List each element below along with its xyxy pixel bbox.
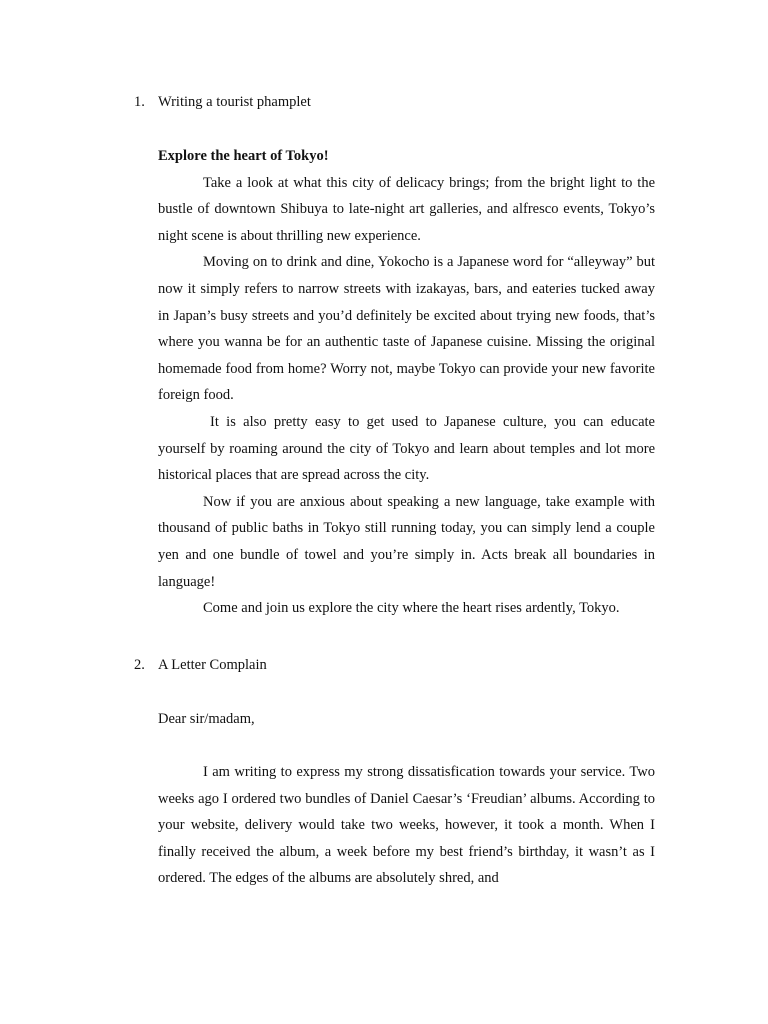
letter-salutation-block <box>158 706 655 733</box>
pamphlet-body <box>158 143 655 622</box>
section-1-heading <box>134 93 311 111</box>
letter-body <box>158 759 655 892</box>
pamphlet-paragraph-4: Now if you are anxious about speaking a new language, take example with thousand of public baths in Tokyo still running today, you can simply lend a couple yen and one bundle of towel and you’re simply in. Acts break all boundaries in language! <box>158 493 655 590</box>
letter-paragraph-1: I am writing to express my strong dissatisfication towards your service. Two weeks ago I ordered two bundles of Daniel Caesar’s ‘Freudian’ albums. According to your website, delivery would take two weeks, however, it took a month. When I finally received the album, a week before my best friend’s birthday, it wasn’t as I ordered. The edges of the albums are absolutely shred, and <box>158 764 655 887</box>
section-1-heading-text: Writing a tourist phamplet <box>158 94 311 110</box>
pamphlet-paragraph-3: It is also pretty easy to get used to Japanese culture, you can educate yourself by roaming around the city of Tokyo and learn about temples and lot more historical places that are spread across the city. <box>158 413 655 484</box>
section-2-heading <box>134 656 267 674</box>
section-2-number: 2. <box>134 657 145 673</box>
pamphlet-paragraph-1: Take a look at what this city of delicacy brings; from the bright light to the bustle of downtown Shibuya to late-night art galleries, and alfresco events, Tokyo’s night scene is about thrilling new experience. <box>158 174 655 244</box>
pamphlet-title: Explore the heart of Tokyo! <box>158 148 329 164</box>
pamphlet-paragraph-2: Moving on to drink and dine, Yokocho is a Japanese word for “alleyway” but now it simply refers to narrow streets with izakayas, bars, and eateries tucked away in Japan’s busy streets and you’d definitely be excited about trying new foods, that’s where you wanna be for an authentic taste of Japanese cuisine. Missing the original homemade food from home? Worry not, maybe Tokyo can provide your new favorite foreign food. <box>158 254 655 404</box>
pamphlet-paragraph-5: Come and join us explore the city where the heart rises ardently, Tokyo. <box>203 600 620 617</box>
section-1-number: 1. <box>134 94 145 110</box>
section-2-heading-text: A Letter Complain <box>158 657 267 673</box>
letter-salutation: Dear sir/madam, <box>158 711 255 727</box>
